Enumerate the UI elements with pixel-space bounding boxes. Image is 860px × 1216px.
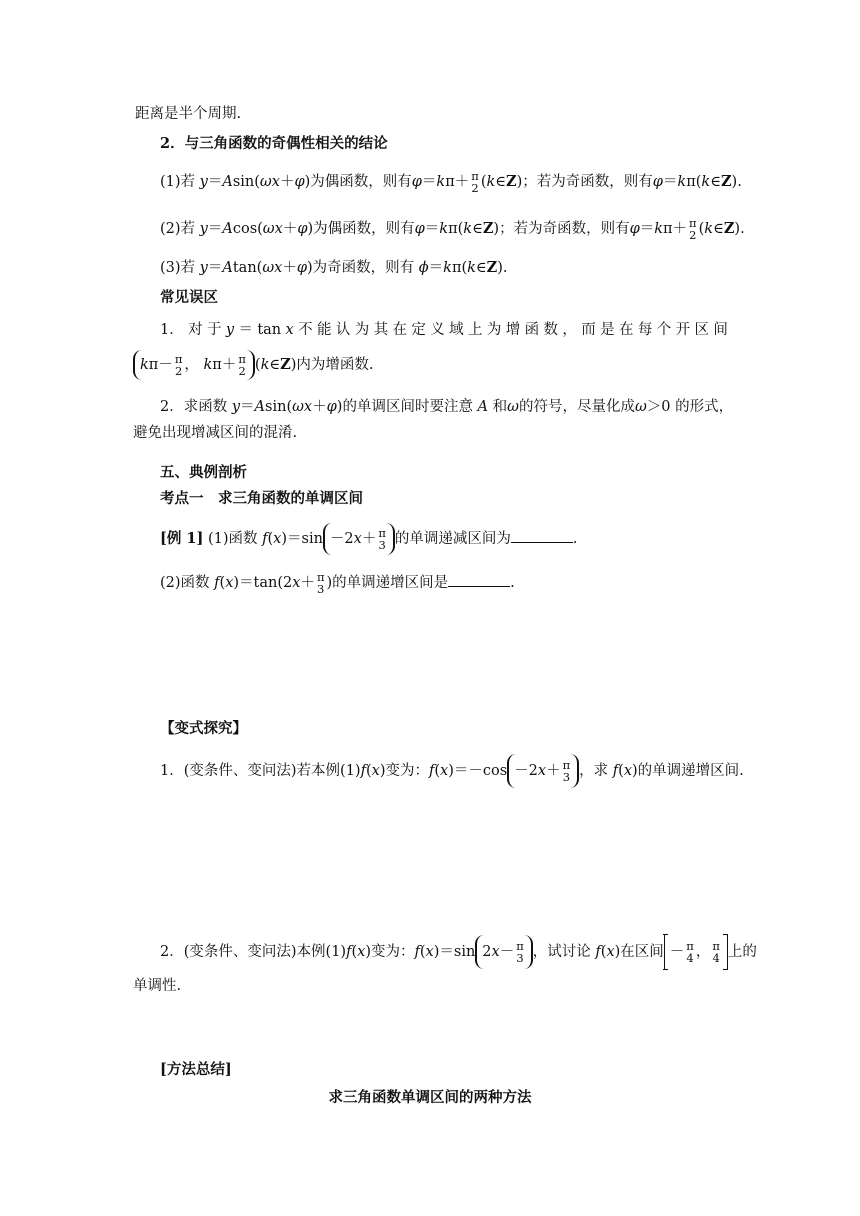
word: y [225,322,235,338]
word: 为 [486,322,502,338]
word: 增 [505,322,521,338]
word: 其 [373,322,389,338]
word: 在 [392,322,407,338]
fraction-pi-over-2: π 2 [689,216,697,242]
topic-1-title: 考点一 求三角函数的单调区间 [160,490,363,507]
word: 而 [581,322,596,338]
conclusion-2: (2)若 y＝Acos(ωx＋φ)为偶函数，则有φ＝kπ(k∈Z)；若为奇函数，则有φ＝kπ＋ π 2 (k∈Z). [160,216,745,242]
word: 上 [467,322,483,338]
method-subtitle: 求三角函数单调区间的两种方法 [328,1089,532,1106]
word: 个 [656,322,672,338]
section-title-examples: 五、典例剖析 [160,464,247,481]
word: ＝ [238,322,253,338]
example-tag: [例 1] [160,530,204,547]
open-interval: k π－ π 2 ， k π＋ π 2 [133,350,255,380]
example-1-part-1: [例 1] (1)函数 f(x)＝sin －2 x ＋ π 3 的单调递减区间为 . [160,523,578,555]
section-title-parity: 2．与三角函数的奇偶性相关的结论 [160,135,388,152]
mistake-2-line-2: 避免出现增减区间的混淆. [133,425,298,441]
example-1-part-2: (2)函数 f(x)＝tan(2x＋ π 3 )的单调递增区间是 . [160,570,515,596]
word: 1． [160,322,184,338]
fraction-pi-over-2: π 2 [471,169,479,195]
word: 域 [449,322,464,338]
word: 义 [430,322,445,338]
word: ， [562,322,577,338]
sin-argument: －2 x ＋ π 3 [323,523,395,555]
word: 数 [543,322,558,338]
answer-blank[interactable] [511,528,573,543]
word: 认 [335,322,351,338]
conclusion-3: (3)若 y＝Atan(ωx＋φ)为奇函数，则有 ϕ＝kπ(k∈Z). [160,259,508,276]
word: tan [257,322,282,338]
word: 能 [316,322,332,338]
method-summary-title: [方法总结] [160,1061,232,1078]
sin-argument: 2 x － π 3 [475,935,532,969]
word: 开 [675,322,691,338]
mistake-1-line-2: k π－ π 2 ， k π＋ π 2 (k∈Z)内为增函数. [133,350,373,380]
word: 区 [694,322,709,338]
variant-title: 【变式探究】 [160,720,247,737]
word: 是 [600,322,615,338]
mistake-1-line-1 [160,320,728,340]
cos-argument: －2 x ＋ π 3 [507,754,579,788]
variant-2-line-2: 单调性. [133,978,182,994]
word: 定 [411,322,426,338]
mistake-2-line-1: 2．求函数 y＝Asin(ωx＋φ)的单调区间时要注意 A 和ω的符号，尽量化成ω＞0 的形式， [160,399,734,415]
variant-2-line-1: 2．(变条件、变问法)本例(1)f(x)变为：f(x)＝sin 2 x － π 3 ，试讨论 f(x)在区间 － π 4 ， π 4 上的 [160,935,757,969]
word: 间 [713,322,728,338]
word: 对 [188,322,203,338]
word: 函 [524,322,540,338]
word: x [285,322,294,338]
word: 不 [298,322,313,338]
conclusion-1: (1)若 y＝Asin(ωx＋φ)为偶函数，则有φ＝kπ＋ π 2 (k∈Z)；若为奇函数，则有φ＝kπ(k∈Z). [160,169,742,195]
text-line-half-period: 距离是半个周期. [135,106,242,122]
word: 在 [618,322,634,338]
closed-interval: － π 4 ， π 4 [664,935,728,969]
answer-blank[interactable] [448,572,510,587]
word: 每 [637,322,653,338]
section-title-common-mistakes: 常见误区 [160,289,218,306]
word: 于 [206,322,222,338]
variant-1: 1．(变条件、变问法)若本例(1)f(x)变为：f(x)＝－cos －2 x ＋ π 3 ，求 f(x)的单调递增区间. [160,754,744,788]
word: 为 [354,322,370,338]
